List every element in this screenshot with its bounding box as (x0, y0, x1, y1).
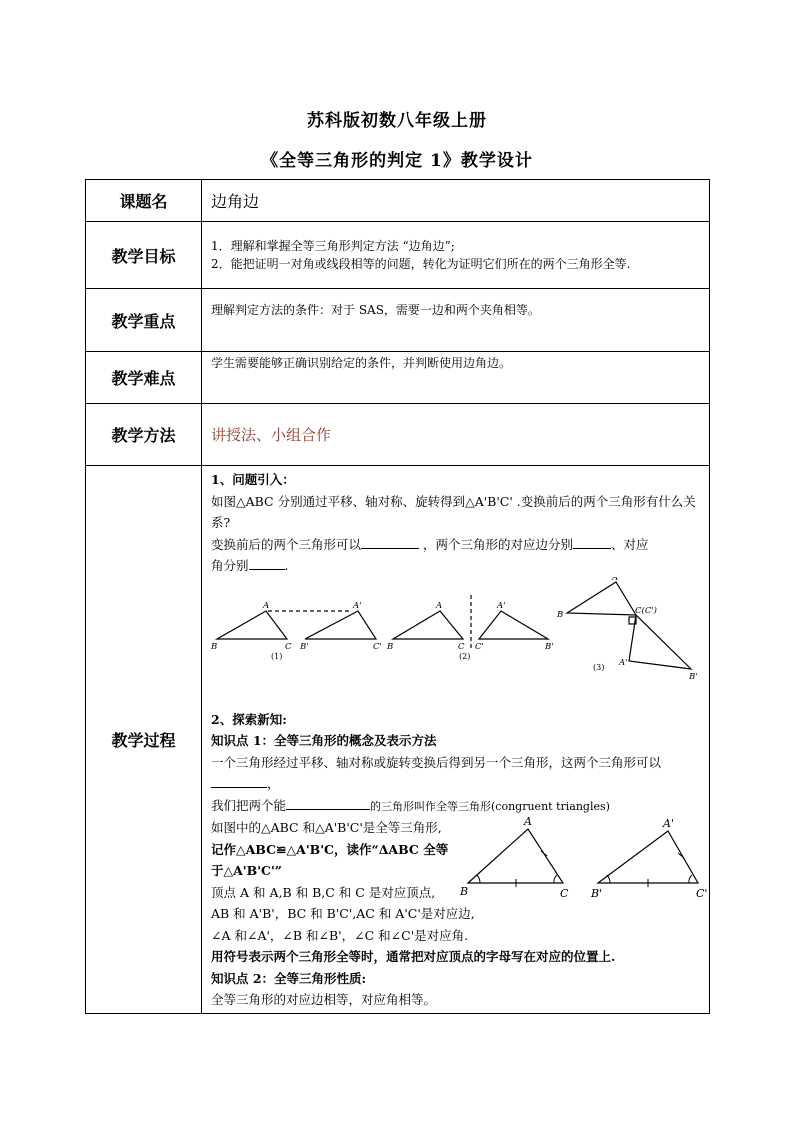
fig1-label-C1: C' (373, 641, 382, 652)
fig2-caption: (2) (459, 651, 471, 661)
label-objectives: 教学目标 (86, 222, 202, 289)
knowledge2-heading: 知识点 2：全等三角形性质: (211, 970, 367, 986)
label-A: A (524, 815, 532, 828)
fig2-label-A: A (436, 600, 443, 611)
section1-fill-blank (211, 534, 705, 577)
fig1-label-A: A (263, 600, 270, 611)
value-process (202, 466, 710, 1014)
fig3-label-B: B (557, 609, 564, 620)
objective-item-2: 2．能把证明一对角或线段相等的问题，转化为证明它们所在的两个三角形全等. (211, 257, 631, 271)
fill-text-e: . (284, 558, 289, 573)
knowledge2-p1: 全等三角形的对应边相等，对应角相等。 (211, 992, 437, 1007)
transform-figures (211, 577, 705, 709)
label-difficulties: 教学难点 (86, 352, 202, 404)
fig2-label-B: B (387, 641, 394, 652)
transform-figures-svg (211, 577, 711, 709)
blank-5 (286, 796, 370, 810)
fig2-triangle-a1b1c1 (479, 611, 548, 639)
knowledge1-p6: AB 和 A'B'，BC 和 B'C',AC 和 A'C'是对应边, (211, 906, 475, 921)
fig1-triangle-a1b1c1 (305, 611, 376, 639)
congruent-section (211, 815, 708, 946)
blank-1 (361, 535, 419, 549)
section2-heading: 2、探索新知: (211, 711, 287, 727)
row-process (86, 466, 710, 1014)
k1-text-end: ， (267, 776, 280, 791)
fig1-label-B: B (211, 641, 218, 652)
knowledge1-p8: 用符号表示两个三角形全等时，通常把对应顶点的字母写在对应的位置上. (211, 949, 616, 964)
knowledge1-p5: 顶点 A 和 A,B 和 B,C 和 C 是对应顶点, (211, 884, 436, 900)
fig3-triangle-a1b1c1 (629, 615, 691, 669)
row-difficulties (86, 352, 710, 404)
label-B: B (460, 885, 469, 898)
angle-mark-c (554, 875, 557, 883)
row-objectives (86, 222, 710, 289)
knowledge1-p7: ∠A 和∠A'，∠B 和∠B'，∠C 和∠C'是对应角. (211, 927, 469, 943)
fig3-label-B1: B' (689, 671, 698, 682)
congruent-notation-text (211, 817, 451, 882)
knowledge1-p2 (211, 795, 705, 818)
blank-4 (211, 774, 267, 788)
label-key-points: 教学重点 (86, 289, 202, 352)
knowledge1-p3: 如图中的△ABC 和△A'B'C'是全等三角形, (211, 820, 442, 835)
fig3-caption: (3) (593, 662, 605, 672)
row-methods (86, 404, 710, 466)
k1-p2-text-a: 我们把两个能 (211, 797, 287, 813)
knowledge1-heading: 知识点 1：全等三角形的概念及表示方法 (211, 733, 437, 748)
angle-mark-b (477, 875, 480, 883)
row-topic (86, 180, 710, 222)
fig3-label-A1: A' (619, 657, 628, 668)
fig2-triangle-abc (393, 611, 463, 639)
fig3-label-A: A (612, 576, 619, 583)
fig2-label-B1: B' (545, 641, 554, 652)
fig1-label-C: C (285, 641, 292, 652)
lesson-plan-table (85, 179, 710, 1014)
doc-title-line1: 苏科版初数八年级上册 (307, 111, 487, 131)
value-methods: 讲授法、小组合作 (202, 404, 710, 466)
angle-mark-c1 (689, 875, 692, 883)
label-topic: 课题名 (86, 180, 202, 222)
label-B1: B' (591, 887, 603, 900)
section1-question: 如图△ABC 分别通过平移、轴对称、旋转得到△A'B'C' .变换前后的两个三角形有什么关系? (211, 493, 696, 530)
value-difficulties: 学生需要能够正确识别给定的条件，并判断使用边角边。 (202, 352, 710, 404)
fill-text-a: 变换前后的两个三角形可以 (211, 536, 362, 552)
k1-p2-text-b: 的三角形叫作全等三角形(congruent triangles) (370, 799, 610, 813)
label-C: C (560, 887, 569, 900)
label-process: 教学过程 (86, 466, 202, 1014)
doc-title-line2: 《全等三角形的判定 1》教学设计 (261, 151, 533, 171)
objective-item-1: 1．理解和掌握全等三角形判定方法 “边角边”; (211, 239, 455, 253)
fig2-label-C: C (458, 641, 465, 652)
row-key-points (86, 289, 710, 352)
triangle-abc (468, 829, 563, 883)
blank-3 (249, 556, 285, 570)
tick-ac (541, 851, 547, 856)
congruent-triangles-figure (458, 815, 713, 905)
angle-mark-b1 (607, 875, 610, 883)
fig2-label-A1: A' (497, 600, 506, 611)
value-key-points: 理解判定方法的条件：对于 SAS，需要一边和两个夹角相等。 (202, 289, 710, 352)
fig1-label-B1: B' (300, 641, 309, 652)
fill-text-d: 角分别 (211, 558, 249, 573)
fill-text-b: ，两个三角形的对应边分别 (423, 536, 574, 552)
blank-2 (573, 535, 611, 549)
k1-text-a: 一个三角形经过平移、轴对称或旋转变换后得到另一个三角形，这两个三角形可以 (211, 754, 662, 770)
label-A1: A' (663, 817, 674, 830)
fig3-triangle-abc (567, 582, 636, 615)
label-methods: 教学方法 (86, 404, 202, 466)
fill-text-c: 、对应 (611, 536, 649, 552)
knowledge1-p1 (211, 752, 705, 795)
knowledge1-p4: 记作△ABC≌△A'B'C，读作“ΔABC 全等于△A'B'C'” (211, 841, 449, 878)
fig3-label-CC1: C(C') (635, 605, 657, 616)
label-C1: C' (696, 887, 708, 900)
fig2-label-C1: C' (475, 641, 484, 652)
section1-heading: 1、问题引入： (211, 472, 295, 487)
fig1-triangle-abc (217, 611, 287, 639)
value-objectives (202, 222, 710, 289)
fig1-label-A1: A' (353, 600, 362, 611)
value-topic: 边角边 (202, 180, 710, 222)
fig1-caption: (1) (271, 651, 283, 661)
